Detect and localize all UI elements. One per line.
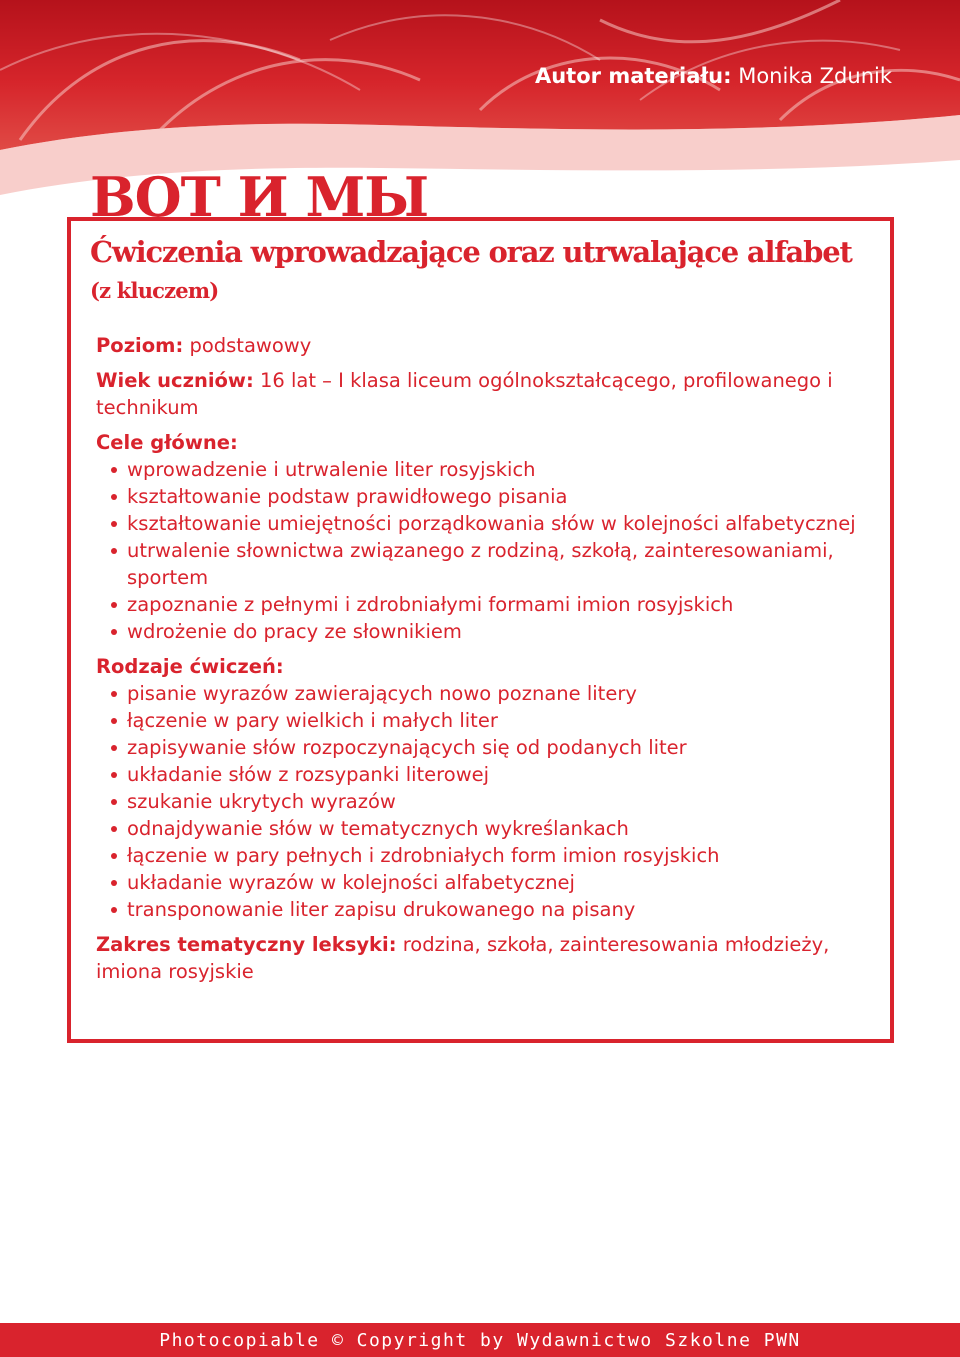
list-item: odnajdywanie słów w tematycznych wykreślankach [96, 815, 876, 842]
exercises-list [96, 680, 876, 923]
topics-label: Zakres tematyczny leksyki: [96, 933, 397, 956]
age-value: 16 lat – I klasa liceum ogólnokształcącego, profilowanego i technikum [96, 369, 833, 419]
level-label: Poziom: [96, 334, 184, 357]
author-label: Autor materiału: [534, 64, 732, 88]
age-label: Wiek uczniów: [96, 369, 254, 392]
age-line [96, 367, 876, 421]
exercises-heading: Rodzaje ćwiczeń: [96, 655, 284, 678]
list-item: zapisywanie słów rozpoczynających się od podanych liter [96, 734, 876, 761]
topics-line [96, 931, 876, 985]
list-item: wprowadzenie i utrwalenie liter rosyjskich [96, 456, 876, 483]
list-item: łączenie w pary wielkich i małych liter [96, 707, 876, 734]
list-item: kształtowanie podstaw prawidłowego pisania [96, 483, 876, 510]
document-body [96, 332, 876, 985]
goals-list [96, 456, 876, 645]
level-value: podstawowy [189, 334, 312, 357]
list-item: łączenie w pary pełnych i zdrobniałych form imion rosyjskich [96, 842, 876, 869]
list-item: utrwalenie słownictwa związanego z rodziną, szkołą, zainteresowaniami, sportem [96, 537, 876, 591]
goals-heading: Cele główne: [96, 431, 238, 454]
page-subtitle: Ćwiczenia wprowadzające oraz utrwalające alfabet [90, 235, 852, 269]
topics-value: rodzina, szkoła, zainteresowania młodzieży, imiona rosyjskie [96, 933, 830, 983]
list-item: pisanie wyrazów zawierających nowo poznane litery [96, 680, 876, 707]
page-title: ВОТ И МЫ [90, 165, 429, 229]
list-item: układanie słów z rozsypanki literowej [96, 761, 876, 788]
list-item: wdrożenie do pracy ze słownikiem [96, 618, 876, 645]
list-item: układanie wyrazów w kolejności alfabetycznej [96, 869, 876, 896]
author-name: Monika Zdunik [738, 64, 892, 88]
level-line [96, 332, 876, 359]
author-credit [535, 64, 892, 88]
subtitle-note: (z kluczem) [90, 278, 219, 303]
list-item: szukanie ukrytych wyrazów [96, 788, 876, 815]
copyright-notice: Photocopiable © Copyright by Wydawnictwo Szkolne PWN [159, 1330, 801, 1351]
list-item: kształtowanie umiejętności porządkowania słów w kolejności alfabetycznej [96, 510, 876, 537]
list-item: zapoznanie z pełnymi i zdrobniałymi formami imion rosyjskich [96, 591, 876, 618]
list-item: transponowanie liter zapisu drukowanego na pisany [96, 896, 876, 923]
